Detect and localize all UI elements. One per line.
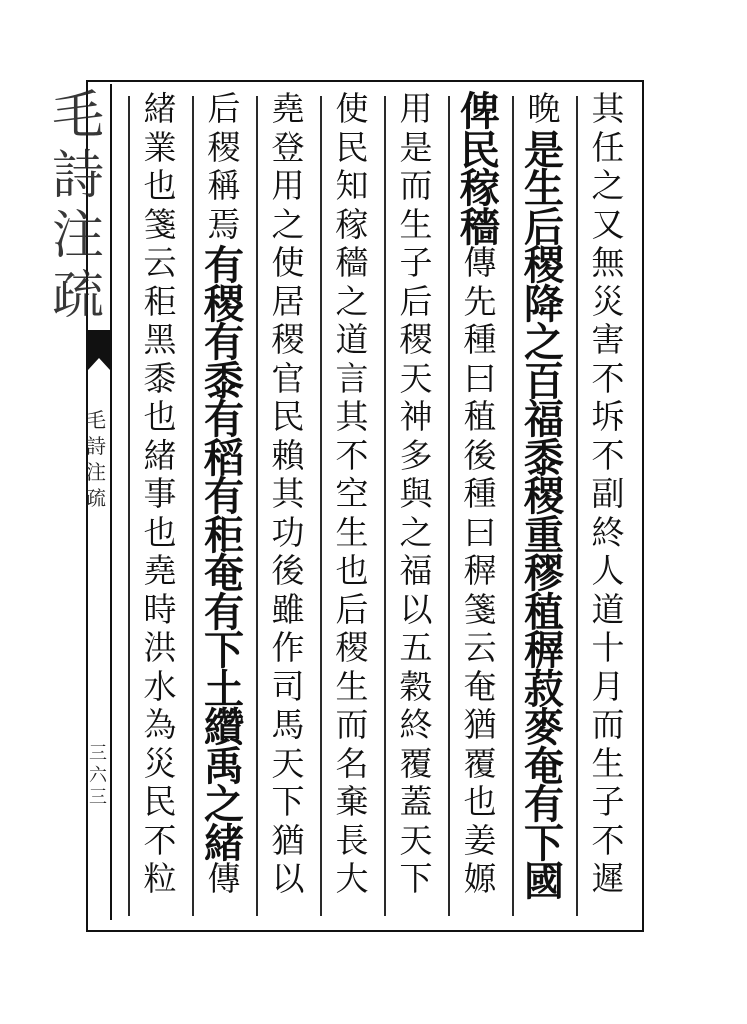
text-char: 其	[335, 397, 369, 436]
text-char: 下	[399, 859, 433, 898]
text-char: 有	[204, 473, 244, 520]
text-char: 之	[335, 281, 369, 321]
text-char: 蓋	[399, 782, 433, 821]
text-char: 曰	[463, 512, 497, 552]
text-char: 之	[204, 781, 244, 828]
text-char: 生	[335, 512, 369, 552]
text-char: 稷	[335, 628, 369, 667]
text-column	[130, 89, 190, 901]
text-column	[450, 88, 510, 901]
text-char: 天	[271, 743, 305, 783]
text-char: 百	[524, 357, 564, 405]
text-char: 稙	[463, 397, 497, 436]
page-number-char: 三	[89, 787, 107, 808]
text-char: 云	[143, 243, 177, 282]
text-char: 使	[271, 243, 305, 282]
text-char: 后	[399, 281, 433, 321]
text-column	[322, 89, 382, 901]
text-char: 奄	[524, 742, 564, 790]
text-column	[578, 89, 638, 901]
text-char: 稺	[463, 551, 497, 590]
text-char: 雖	[271, 589, 305, 629]
text-char: 有	[204, 319, 244, 366]
text-char: 傳	[207, 859, 241, 898]
spine-title	[52, 86, 105, 330]
text-char: 之	[399, 512, 433, 552]
text-char: 黑	[143, 320, 177, 359]
text-char: 多	[399, 435, 433, 475]
spine-sub-char: 詩	[86, 434, 106, 458]
text-char: 粒	[143, 859, 177, 898]
text-char: 下	[204, 627, 244, 674]
text-char: 穡	[460, 203, 500, 251]
text-char: 秬	[204, 511, 244, 559]
text-char: 有	[204, 396, 244, 443]
text-char: 民	[460, 126, 500, 174]
text-char: 也	[143, 397, 177, 436]
text-column	[194, 89, 254, 901]
text-char: 覆	[463, 743, 497, 783]
text-char: 緒	[143, 89, 177, 128]
text-char: 而	[591, 705, 625, 744]
text-char: 生	[524, 165, 564, 212]
text-char: 遲	[591, 859, 625, 898]
text-char: 不	[143, 820, 177, 860]
text-char: 與	[399, 474, 433, 513]
text-char: 官	[271, 358, 305, 398]
text-char: 其	[591, 89, 625, 128]
column-rule	[512, 96, 514, 916]
column-rule	[448, 96, 450, 916]
text-char: 不	[335, 435, 369, 475]
text-char: 箋	[143, 204, 177, 244]
text-char: 云	[463, 628, 497, 667]
text-char: 箋	[463, 589, 497, 629]
text-char: 知	[335, 166, 369, 205]
text-char: 稷	[271, 320, 305, 359]
text-char: 菽	[524, 665, 564, 713]
text-char: 人	[591, 551, 625, 590]
text-char: 種	[463, 320, 497, 359]
text-char: 堯	[143, 551, 177, 590]
text-char: 作	[271, 628, 305, 667]
text-char: 以	[271, 859, 305, 898]
text-char: 後	[463, 435, 497, 475]
text-char: 也	[143, 166, 177, 205]
spine-page-number	[86, 745, 110, 811]
text-char: 棄	[335, 782, 369, 821]
text-char: 稷	[204, 280, 244, 328]
column-rule	[320, 96, 322, 916]
text-char: 之	[591, 166, 625, 205]
text-char: 時	[143, 589, 177, 629]
text-char: 晚	[527, 89, 561, 128]
text-char: 秬	[143, 281, 177, 321]
text-char: 用	[399, 89, 433, 128]
text-char: 也	[143, 512, 177, 552]
text-char: 穡	[335, 243, 369, 282]
text-char: 道	[335, 320, 369, 359]
text-char: 副	[591, 474, 625, 513]
spine-subtitle	[84, 410, 108, 514]
text-char: 奄	[463, 666, 497, 706]
text-char: 覆	[399, 743, 433, 783]
text-char: 災	[591, 281, 625, 321]
text-char: 焉	[207, 204, 241, 244]
text-char: 功	[271, 512, 305, 552]
text-char: 終	[591, 512, 625, 552]
text-column	[258, 89, 318, 901]
text-char: 生	[335, 666, 369, 706]
text-char: 也	[463, 782, 497, 821]
text-char: 嫄	[463, 859, 497, 898]
text-char: 為	[143, 705, 177, 744]
text-char: 降	[524, 280, 564, 328]
text-char: 是	[524, 126, 564, 174]
text-char: 子	[399, 243, 433, 282]
text-char: 土	[204, 665, 244, 713]
text-char: 名	[335, 743, 369, 783]
text-char: 之	[524, 319, 564, 366]
text-char: 穀	[399, 666, 433, 706]
text-char: 天	[399, 820, 433, 860]
text-char: 稻	[204, 434, 244, 482]
text-char: 穋	[524, 550, 564, 597]
text-char: 禹	[204, 742, 244, 790]
text-char: 稱	[207, 166, 241, 205]
text-char: 后	[207, 89, 241, 128]
text-char: 有	[204, 242, 244, 289]
text-char: 纘	[204, 704, 244, 751]
text-char: 五	[399, 628, 433, 667]
text-char: 後	[271, 551, 305, 590]
text-char: 稺	[524, 627, 564, 674]
text-char: 稷	[524, 473, 564, 520]
text-char: 而	[399, 166, 433, 205]
text-char: 又	[591, 204, 625, 244]
text-char: 緒	[204, 819, 244, 867]
text-char: 生	[591, 743, 625, 783]
text-char: 水	[143, 666, 177, 706]
page-number-char: 三	[89, 743, 107, 764]
text-char: 用	[271, 166, 305, 205]
column-rule	[384, 96, 386, 916]
text-char: 空	[335, 474, 369, 513]
text-char: 稷	[399, 320, 433, 359]
text-char: 有	[204, 588, 244, 636]
text-char: 黍	[204, 357, 244, 405]
column-rule	[192, 96, 194, 916]
text-char: 洪	[143, 628, 177, 667]
text-char: 稼	[335, 204, 369, 244]
text-char: 言	[335, 358, 369, 398]
text-char: 稷	[207, 127, 241, 167]
text-char: 種	[463, 474, 497, 513]
text-char: 俾	[460, 88, 500, 135]
text-char: 子	[591, 782, 625, 821]
text-char: 下	[271, 782, 305, 821]
text-column	[386, 89, 446, 901]
text-char: 不	[591, 358, 625, 398]
text-char: 其	[271, 474, 305, 513]
column-rule	[128, 96, 130, 916]
text-char: 民	[335, 127, 369, 167]
text-char: 堯	[271, 89, 305, 128]
text-char: 不	[591, 435, 625, 475]
text-char: 長	[335, 820, 369, 860]
text-char: 生	[399, 204, 433, 244]
text-char: 下	[524, 819, 564, 867]
text-char: 民	[143, 782, 177, 821]
spine-title-char: 注	[52, 206, 105, 266]
text-char: 無	[591, 243, 625, 282]
text-char: 事	[143, 474, 177, 513]
spine-title-char: 疏	[52, 266, 105, 326]
text-char: 黍	[143, 358, 177, 398]
text-char: 也	[335, 551, 369, 590]
text-char: 猶	[271, 820, 305, 860]
text-char: 大	[335, 859, 369, 898]
spine-title-char: 毛	[52, 86, 105, 146]
text-char: 福	[524, 396, 564, 443]
text-char: 奄	[204, 550, 244, 597]
spine-title-char: 詩	[52, 146, 105, 206]
text-char: 猶	[463, 705, 497, 744]
text-char: 黍	[524, 434, 564, 482]
text-char: 終	[399, 705, 433, 744]
text-char: 是	[399, 127, 433, 167]
column-rule	[576, 96, 578, 916]
text-char: 道	[591, 589, 625, 629]
text-char: 后	[524, 203, 564, 251]
text-char: 十	[591, 628, 625, 667]
text-char: 登	[271, 127, 305, 167]
text-char: 賴	[271, 435, 305, 475]
text-char: 后	[335, 589, 369, 629]
text-char: 傳	[463, 243, 497, 282]
text-char: 以	[399, 589, 433, 629]
text-char: 曰	[463, 358, 497, 398]
spine-sub-char: 疏	[86, 486, 106, 510]
spine-sub-char: 注	[86, 460, 106, 484]
column-rule	[256, 96, 258, 916]
text-char: 使	[335, 89, 369, 128]
text-char: 姜	[463, 820, 497, 860]
text-char: 國	[524, 858, 564, 905]
text-char: 稙	[524, 588, 564, 636]
text-char: 月	[591, 666, 625, 706]
text-char: 坼	[591, 397, 625, 436]
text-column	[514, 89, 574, 905]
text-char: 民	[271, 397, 305, 436]
text-char: 福	[399, 551, 433, 590]
text-char: 天	[399, 358, 433, 398]
text-char: 稼	[460, 165, 500, 212]
text-char: 之	[271, 204, 305, 244]
text-char: 神	[399, 397, 433, 436]
text-char: 業	[143, 127, 177, 167]
spine-sub-char: 毛	[86, 408, 106, 432]
text-char: 麥	[524, 704, 564, 751]
text-char: 稷	[524, 242, 564, 289]
text-char: 司	[271, 666, 305, 706]
text-char: 先	[463, 281, 497, 321]
spine-rule	[110, 84, 112, 920]
text-char: 有	[524, 781, 564, 828]
text-char: 而	[335, 705, 369, 744]
text-char: 重	[524, 511, 564, 559]
text-char: 不	[591, 820, 625, 860]
text-char: 任	[591, 127, 625, 167]
page-number-char: 六	[89, 765, 107, 786]
text-char: 災	[143, 743, 177, 783]
text-char: 緒	[143, 435, 177, 475]
text-char: 居	[271, 281, 305, 321]
text-char: 馬	[271, 705, 305, 744]
text-char: 害	[591, 320, 625, 359]
